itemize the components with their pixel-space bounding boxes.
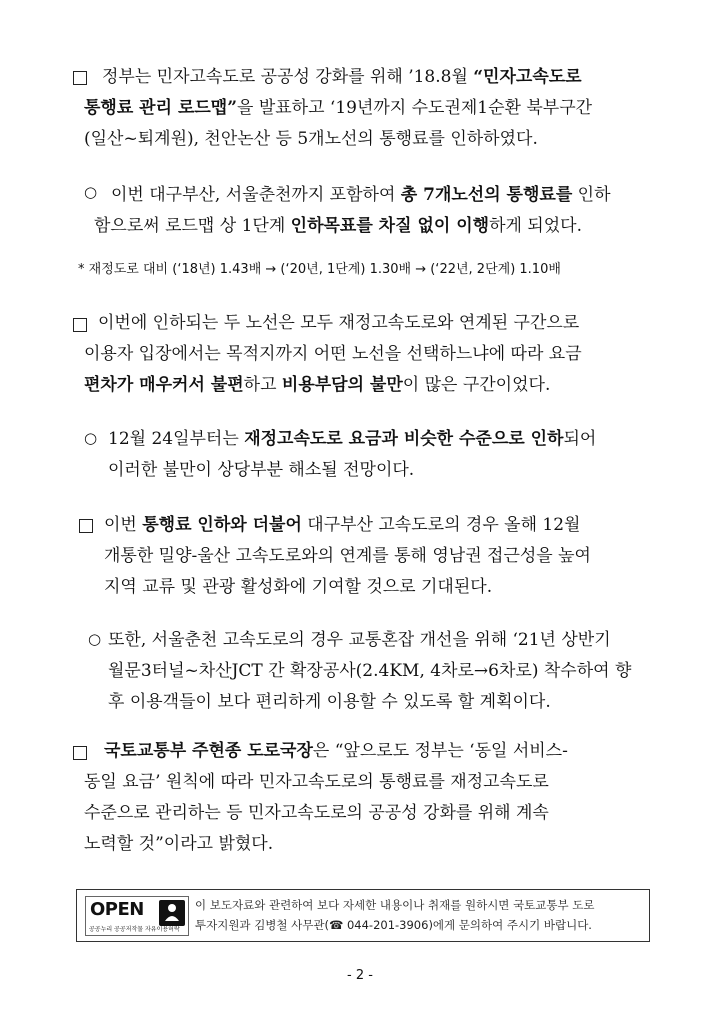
paragraph-4: 국토교통부 주현종 도로국장은 “앞으로도 정부는 ‘동일 서비스- — [104, 741, 568, 761]
sub-paragraph-2: 12월 24일부터는 재정고속도로 요금과 비슷한 수준으로 인하되어 이러한 불만이 상당부분 해소될 전망이다. — [108, 429, 597, 480]
paragraph-1: 정부는 민자고속도로 공공성 강화를 위해 ’18.8월 “민자고속도로 — [102, 67, 582, 87]
sub-paragraph-1: 이번 대구부산, 서울춘천까지 포함하여 총 7개노선의 통행료를 인하 — [111, 185, 611, 205]
bullet-circle: ○ — [88, 630, 102, 648]
paragraph-1-cont: 통행료 관리 로드맵”을 발표하고 ‘19년까지 수도권제1순환 북부구간 (일산~퇴계원), 천안논산 등 5개노선의 통행료를 인하하였다. — [84, 98, 593, 149]
sub-paragraph-1-cont: 함으로써 로드맵 상 1단계 인하목표를 차질 없이 이행하게 되었다. — [94, 216, 582, 236]
person-icon — [159, 900, 185, 926]
open-license-logo: OPEN 공공누리 공공저작물 자유이용허락 — [85, 896, 189, 936]
bullet-square — [73, 746, 87, 760]
bullet-square — [73, 71, 87, 85]
paragraph-4-cont: 동일 요금’ 원칙에 따라 민자고속도로의 통행료를 재정고속도로 수준으로 관리하는 등 민자고속도로의 공공성 강화를 위해 계속 노력할 것”이라고 밝혔다. — [84, 772, 549, 854]
page-number: - 2 - — [347, 968, 373, 983]
bullet-square — [79, 519, 93, 533]
bullet-circle: ○ — [84, 429, 98, 447]
bullet-square — [73, 318, 87, 332]
footnote: * 재정도로 대비 (‘18년) 1.43배 → (‘20년, 1단계) 1.30배 → (‘22년, 2단계) 1.10배 — [78, 262, 561, 277]
bullet-circle: ○ — [84, 183, 98, 201]
paragraph-2: 이번에 인하되는 두 노선은 모두 재정고속도로와 연계된 구간으로 — [98, 313, 580, 333]
contact-text: 이 보도자료와 관련하여 보다 자세한 내용이나 취재를 원하시면 국토교통부 도로 투자지원과 김병철 사무관(☎ 044-201-3906)에게 문의하여 주시기 바랍니다. — [195, 898, 595, 932]
paragraph-2-cont: 이용자 입장에서는 목적지까지 어떤 노선을 선택하느냐에 따라 요금 편차가 매우커서 불편하고 비용부담의 불만이 많은 구간이었다. — [84, 344, 582, 395]
paragraph-3: 이번 통행료 인하와 더불어 대구부산 고속도로의 경우 올해 12월 개통한 밀양-울산 고속도로와의 연계를 통해 영남권 접근성을 높여 지역 교류 및 관광 활성화에 기여할 것으로 기대된다. — [104, 515, 591, 597]
sub-paragraph-3: 또한, 서울춘천 고속도로의 경우 교통혼잡 개선을 위해 ‘21년 상반기 월문3터널~차산JCT 간 확장공사(2.4KM, 4차로→6차로) 착수하여 향 후 이용객들이 보다 편리하게 이용할 수 있도록 할 계획이다. — [108, 630, 632, 712]
contact-footer — [76, 889, 650, 942]
